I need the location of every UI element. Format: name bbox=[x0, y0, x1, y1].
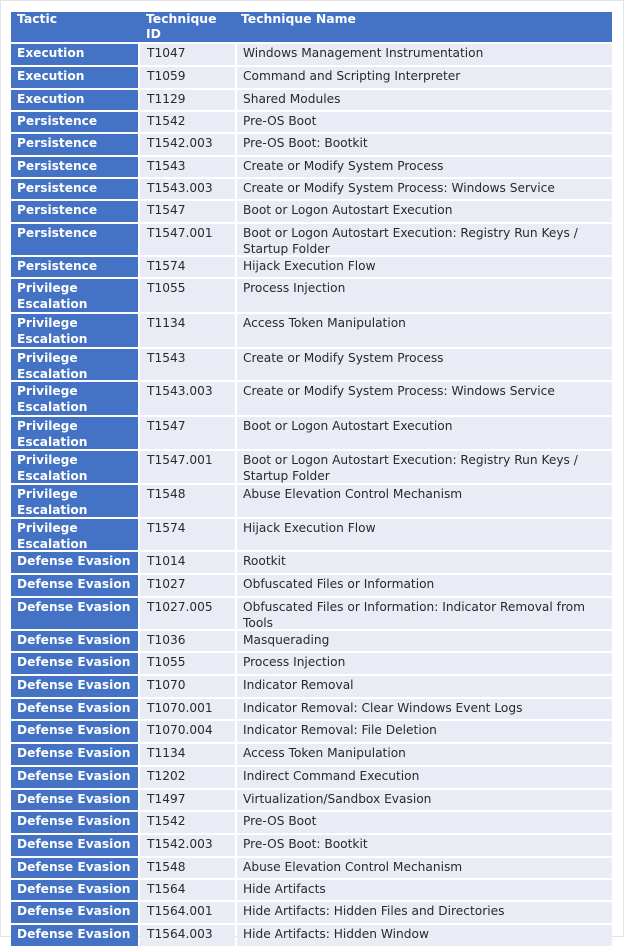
tactic-cell: Defense Evasion bbox=[11, 575, 138, 596]
technique-id-cell: T1547 bbox=[140, 201, 235, 222]
technique-id-cell: T1548 bbox=[140, 858, 235, 878]
tactic-cell: Execution bbox=[11, 90, 138, 110]
tactic-cell: Persistence bbox=[11, 134, 138, 155]
technique-name-cell: Pre-OS Boot bbox=[237, 812, 612, 833]
technique-id-cell: T1542 bbox=[140, 812, 235, 833]
technique-name-cell: Indicator Removal: File Deletion bbox=[237, 721, 612, 742]
table-row bbox=[11, 552, 612, 573]
technique-id-cell: T1129 bbox=[140, 90, 235, 110]
technique-name-cell: Process Injection bbox=[237, 279, 612, 312]
tactic-cell: Defense Evasion bbox=[11, 835, 138, 856]
tactic-cell: Defense Evasion bbox=[11, 902, 138, 923]
technique-name-cell: Hijack Execution Flow bbox=[237, 257, 612, 277]
table-row bbox=[11, 676, 612, 697]
tactic-cell: Persistence bbox=[11, 157, 138, 177]
table-row bbox=[11, 631, 612, 651]
technique-id-cell: T1070 bbox=[140, 676, 235, 697]
technique-name-cell: Obfuscated Files or Information: Indicator Removal from Tools bbox=[237, 598, 612, 629]
technique-name-cell: Access Token Manipulation bbox=[237, 744, 612, 765]
technique-id-cell: T1564 bbox=[140, 880, 235, 900]
tactic-cell: Privilege Escalation bbox=[11, 485, 138, 517]
table-header-row bbox=[11, 12, 612, 42]
technique-name-cell: Hide Artifacts: Hidden Files and Directories bbox=[237, 902, 612, 923]
table-row bbox=[11, 349, 612, 380]
tactic-cell: Defense Evasion bbox=[11, 858, 138, 878]
tactic-cell: Defense Evasion bbox=[11, 790, 138, 810]
tactic-cell: Persistence bbox=[11, 224, 138, 255]
technique-name-cell: Command and Scripting Interpreter bbox=[237, 67, 612, 88]
technique-name-cell: Process Injection bbox=[237, 653, 612, 674]
table-row bbox=[11, 112, 612, 132]
technique-id-cell: T1543 bbox=[140, 157, 235, 177]
tactic-cell: Defense Evasion bbox=[11, 721, 138, 742]
table-row bbox=[11, 575, 612, 596]
technique-name-cell: Boot or Logon Autostart Execution: Registry Run Keys / Startup Folder bbox=[237, 451, 612, 483]
technique-id-cell: T1564.001 bbox=[140, 902, 235, 923]
technique-name-cell: Rootkit bbox=[237, 552, 612, 573]
technique-id-cell: T1542 bbox=[140, 112, 235, 132]
tactic-cell: Privilege Escalation bbox=[11, 279, 138, 312]
technique-id-cell: T1070.004 bbox=[140, 721, 235, 742]
table-row bbox=[11, 880, 612, 900]
technique-id-cell: T1547.001 bbox=[140, 451, 235, 483]
technique-name-cell: Boot or Logon Autostart Execution: Registry Run Keys / Startup Folder bbox=[237, 224, 612, 255]
technique-name-cell: Create or Modify System Process bbox=[237, 349, 612, 380]
technique-name-cell: Hide Artifacts bbox=[237, 880, 612, 900]
technique-name-cell: Obfuscated Files or Information bbox=[237, 575, 612, 596]
tactic-cell: Privilege Escalation bbox=[11, 451, 138, 483]
table-row bbox=[11, 519, 612, 550]
table-row bbox=[11, 224, 612, 255]
table-row bbox=[11, 179, 612, 199]
technique-id-cell: T1202 bbox=[140, 767, 235, 788]
table-row bbox=[11, 201, 612, 222]
tactic-cell: Defense Evasion bbox=[11, 880, 138, 900]
technique-id-cell: T1134 bbox=[140, 314, 235, 347]
technique-id-cell: T1547.001 bbox=[140, 224, 235, 255]
tactic-cell: Defense Evasion bbox=[11, 552, 138, 573]
tactic-cell: Execution bbox=[11, 67, 138, 88]
table-row bbox=[11, 90, 612, 110]
tactic-cell: Persistence bbox=[11, 201, 138, 222]
technique-id-cell: T1547 bbox=[140, 417, 235, 449]
technique-name-cell: Create or Modify System Process: Windows Service bbox=[237, 179, 612, 199]
tactic-cell: Execution bbox=[11, 44, 138, 65]
technique-id-cell: T1574 bbox=[140, 257, 235, 277]
technique-name-cell: Boot or Logon Autostart Execution bbox=[237, 201, 612, 222]
table-row bbox=[11, 451, 612, 483]
attack-technique-table bbox=[11, 12, 612, 948]
tactic-cell: Persistence bbox=[11, 179, 138, 199]
technique-id-cell: T1070.001 bbox=[140, 699, 235, 719]
table-row bbox=[11, 382, 612, 415]
tactic-cell: Defense Evasion bbox=[11, 744, 138, 765]
technique-name-cell: Indicator Removal bbox=[237, 676, 612, 697]
table-row bbox=[11, 744, 612, 765]
tactic-cell: Privilege Escalation bbox=[11, 349, 138, 380]
technique-name-cell: Pre-OS Boot bbox=[237, 112, 612, 132]
technique-id-cell: T1047 bbox=[140, 44, 235, 65]
tactic-cell: Defense Evasion bbox=[11, 767, 138, 788]
technique-id-cell: T1548 bbox=[140, 485, 235, 517]
technique-name-cell: Indirect Command Execution bbox=[237, 767, 612, 788]
table-row bbox=[11, 257, 612, 277]
technique-id-cell: T1564.003 bbox=[140, 925, 235, 946]
table-row bbox=[11, 858, 612, 878]
technique-id-cell: T1497 bbox=[140, 790, 235, 810]
tactic-cell: Defense Evasion bbox=[11, 699, 138, 719]
technique-name-cell: Create or Modify System Process bbox=[237, 157, 612, 177]
technique-id-cell: T1543.003 bbox=[140, 179, 235, 199]
tactic-cell: Persistence bbox=[11, 112, 138, 132]
technique-id-cell: T1543.003 bbox=[140, 382, 235, 415]
technique-name-cell: Hide Artifacts: Hidden Window bbox=[237, 925, 612, 946]
technique-id-cell: T1059 bbox=[140, 67, 235, 88]
table-row bbox=[11, 653, 612, 674]
header-technique-name: Technique Name bbox=[235, 12, 612, 42]
header-tactic: Tactic bbox=[11, 12, 140, 42]
technique-name-cell: Hijack Execution Flow bbox=[237, 519, 612, 550]
technique-id-cell: T1542.003 bbox=[140, 835, 235, 856]
tactic-cell: Defense Evasion bbox=[11, 676, 138, 697]
table-row bbox=[11, 485, 612, 517]
table-body bbox=[11, 44, 612, 946]
technique-name-cell: Create or Modify System Process: Windows Service bbox=[237, 382, 612, 415]
table-row bbox=[11, 767, 612, 788]
table-row bbox=[11, 925, 612, 946]
table-row bbox=[11, 67, 612, 88]
tactic-cell: Persistence bbox=[11, 257, 138, 277]
technique-id-cell: T1134 bbox=[140, 744, 235, 765]
technique-id-cell: T1543 bbox=[140, 349, 235, 380]
table-row bbox=[11, 699, 612, 719]
header-technique-id: Technique ID bbox=[140, 12, 235, 42]
table-row bbox=[11, 598, 612, 629]
table-row bbox=[11, 314, 612, 347]
tactic-cell: Privilege Escalation bbox=[11, 382, 138, 415]
tactic-cell: Privilege Escalation bbox=[11, 519, 138, 550]
table-row bbox=[11, 835, 612, 856]
table-row bbox=[11, 157, 612, 177]
table-row bbox=[11, 721, 612, 742]
technique-id-cell: T1542.003 bbox=[140, 134, 235, 155]
tactic-cell: Defense Evasion bbox=[11, 653, 138, 674]
tactic-cell: Defense Evasion bbox=[11, 598, 138, 629]
technique-id-cell: T1014 bbox=[140, 552, 235, 573]
table-row bbox=[11, 417, 612, 449]
technique-id-cell: T1027 bbox=[140, 575, 235, 596]
table-row bbox=[11, 134, 612, 155]
technique-name-cell: Virtualization/Sandbox Evasion bbox=[237, 790, 612, 810]
technique-name-cell: Indicator Removal: Clear Windows Event Logs bbox=[237, 699, 612, 719]
tactic-cell: Defense Evasion bbox=[11, 631, 138, 651]
technique-id-cell: T1027.005 bbox=[140, 598, 235, 629]
technique-id-cell: T1055 bbox=[140, 653, 235, 674]
tactic-cell: Privilege Escalation bbox=[11, 417, 138, 449]
technique-name-cell: Windows Management Instrumentation bbox=[237, 44, 612, 65]
tactic-cell: Defense Evasion bbox=[11, 812, 138, 833]
technique-name-cell: Abuse Elevation Control Mechanism bbox=[237, 858, 612, 878]
technique-id-cell: T1055 bbox=[140, 279, 235, 312]
technique-name-cell: Pre-OS Boot: Bootkit bbox=[237, 835, 612, 856]
technique-name-cell: Shared Modules bbox=[237, 90, 612, 110]
technique-name-cell: Boot or Logon Autostart Execution bbox=[237, 417, 612, 449]
tactic-cell: Privilege Escalation bbox=[11, 314, 138, 347]
table-row bbox=[11, 902, 612, 923]
technique-id-cell: T1574 bbox=[140, 519, 235, 550]
table-row bbox=[11, 812, 612, 833]
technique-name-cell: Pre-OS Boot: Bootkit bbox=[237, 134, 612, 155]
technique-name-cell: Access Token Manipulation bbox=[237, 314, 612, 347]
technique-id-cell: T1036 bbox=[140, 631, 235, 651]
table-row bbox=[11, 279, 612, 312]
table-row bbox=[11, 790, 612, 810]
tactic-cell: Defense Evasion bbox=[11, 925, 138, 946]
table-row bbox=[11, 44, 612, 65]
technique-name-cell: Masquerading bbox=[237, 631, 612, 651]
technique-name-cell: Abuse Elevation Control Mechanism bbox=[237, 485, 612, 517]
